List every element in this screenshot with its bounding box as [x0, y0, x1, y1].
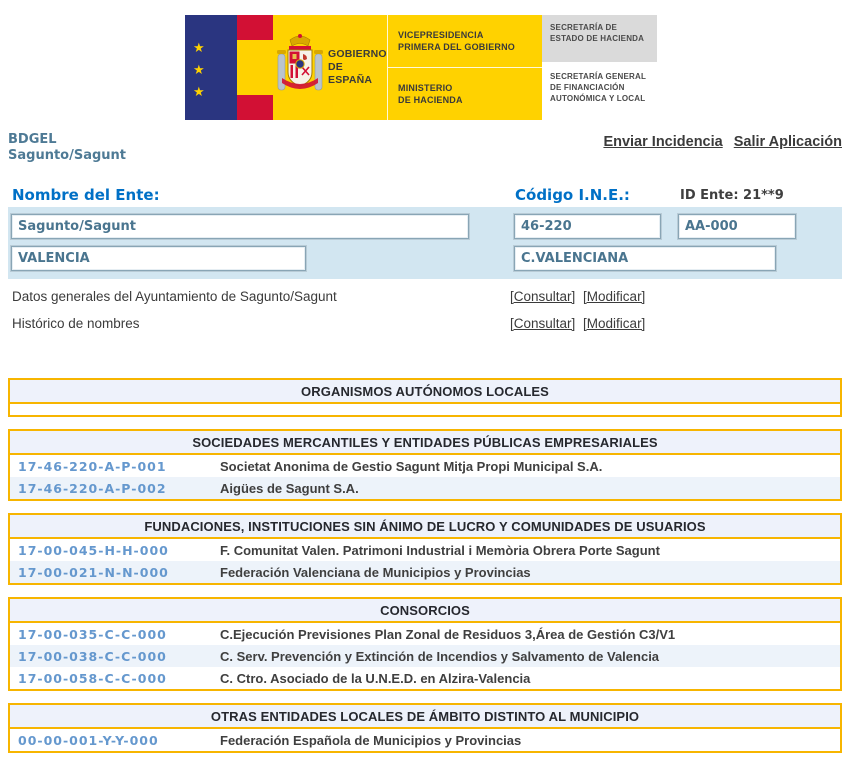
entity-name: Societat Anonima de Gestio Sagunt Mitja Propi Municipal S.A.	[220, 458, 603, 474]
entity-row	[10, 477, 840, 499]
entity-code-link[interactable]: 17-00-021-N-N-000	[18, 564, 169, 580]
breadcrumb-app-link[interactable]: BDGEL	[8, 132, 57, 147]
logo-secretarias-panel	[542, 15, 657, 120]
comunidad-input[interactable]	[514, 246, 776, 271]
datos-generales-label: Datos generales del Ayuntamiento de Sagunto/Sagunt	[12, 289, 337, 304]
entity-row	[10, 667, 840, 689]
entity-row	[10, 645, 840, 667]
codigo-ine-input[interactable]	[514, 214, 661, 239]
entity-code-link[interactable]: 17-00-058-C-C-000	[18, 670, 167, 686]
entity-code-link[interactable]: 17-46-220-A-P-001	[18, 458, 167, 474]
enviar-incidencia-link[interactable]: Enviar Incidencia	[603, 134, 723, 150]
section-table	[8, 513, 842, 585]
gobierno-espana-logo	[185, 15, 660, 120]
action-rows	[8, 286, 842, 340]
section-body	[10, 623, 840, 689]
section-title: OTRAS ENTIDADES LOCALES DE ÁMBITO DISTINTO AL MUNICIPIO	[10, 705, 840, 729]
logo-ministerio-text: MINISTERIO DE HACIENDA	[398, 82, 463, 105]
topbar	[8, 132, 842, 165]
section-body	[10, 729, 840, 751]
entity-code-link[interactable]: 17-46-220-A-P-002	[18, 480, 167, 496]
entity-name: Federación Española de Municipios y Provincias	[220, 732, 522, 748]
id-ente-label: ID Ente: 21**9	[680, 188, 784, 203]
section-title: ORGANISMOS AUTÓNOMOS LOCALES	[10, 380, 840, 404]
datos-generales-row	[8, 286, 842, 313]
logo-gobierno-text: GOBIERNO DE ESPAÑA	[328, 47, 387, 87]
secretaria-estado-text: SECRETARÍA DE ESTADO DE HACIENDA	[542, 15, 657, 62]
entity-row	[10, 539, 840, 561]
consultar-historico-link[interactable]: [Consultar]	[510, 316, 576, 331]
breadcrumb-entity-link[interactable]: Sagunto/Sagunt	[8, 148, 127, 164]
entity-name: C. Ctro. Asociado de la U.N.E.D. en Alzira-Valencia	[220, 670, 531, 686]
codigo-aux-input[interactable]	[678, 214, 796, 239]
empty-section-row	[10, 404, 840, 415]
section-title: CONSORCIOS	[10, 599, 840, 623]
entity-name: C. Serv. Prevención y Extinción de Incendios y Salvamento de Valencia	[220, 648, 660, 664]
consultar-datos-link[interactable]: [Consultar]	[510, 289, 576, 304]
entity-code-link[interactable]: 17-00-035-C-C-000	[18, 626, 167, 642]
entity-code-link[interactable]: 00-00-001-Y-Y-000	[18, 732, 159, 748]
entity-code-link[interactable]: 17-00-045-H-H-000	[18, 542, 169, 558]
modificar-datos-link[interactable]: [Modificar]	[583, 289, 646, 304]
entity-row	[10, 561, 840, 583]
entity-row	[10, 623, 840, 645]
logo-ministerio-panel	[387, 15, 542, 120]
section-body	[10, 455, 840, 499]
section-body	[10, 539, 840, 583]
logo-gobierno-panel	[273, 15, 387, 120]
salir-aplicacion-link[interactable]: Salir Aplicación	[733, 134, 842, 150]
entity-code-link[interactable]: 17-00-038-C-C-000	[18, 648, 167, 664]
section-title: SOCIEDADES MERCANTILES Y ENTIDADES PÚBLICAS EMPRESARIALES	[10, 431, 840, 455]
modificar-historico-link[interactable]: [Modificar]	[583, 316, 646, 331]
entity-name: F. Comunitat Valen. Patrimoni Industrial i Memòria Obrera Porte Sagunt	[220, 542, 660, 558]
codigo-ine-label: Código I.N.E.:	[515, 186, 630, 204]
logo-vicepresidencia-text: VICEPRESIDENCIA PRIMERA DEL GOBIERNO	[388, 15, 542, 68]
section-table	[8, 378, 842, 417]
section-table	[8, 597, 842, 691]
entity-row	[10, 729, 840, 751]
entity-sections	[8, 378, 842, 765]
eu-star-icon: ★	[193, 62, 205, 77]
spain-flag-stripe	[237, 15, 273, 120]
form-label-row	[8, 186, 842, 207]
entity-name: C.Ejecución Previsiones Plan Zonal de Residuos 3,Área de Gestión C3/V1	[220, 626, 676, 642]
top-links	[596, 134, 842, 150]
historico-nombres-row	[8, 313, 842, 340]
entity-name: Aigües de Sagunt S.A.	[220, 480, 359, 496]
section-table	[8, 429, 842, 501]
eu-spain-flag	[185, 15, 273, 120]
section-body	[10, 404, 840, 415]
secretaria-general-text: SECRETARÍA GENERAL DE FINANCIACIÓN AUTONÓMICA Y LOCAL	[542, 62, 657, 105]
eu-star-icon: ★	[193, 84, 205, 99]
provincia-input[interactable]	[11, 246, 306, 271]
entity-form-panel	[8, 207, 842, 279]
eu-star-icon: ★	[193, 40, 205, 55]
nombre-ente-label: Nombre del Ente:	[12, 186, 160, 204]
entity-row	[10, 455, 840, 477]
entity-name: Federación Valenciana de Municipios y Provincias	[220, 564, 531, 580]
section-table	[8, 703, 842, 753]
coat-of-arms-icon	[277, 32, 323, 104]
historico-nombres-label: Histórico de nombres	[12, 316, 140, 331]
nombre-ente-input[interactable]	[11, 214, 469, 239]
section-title: FUNDACIONES, INSTITUCIONES SIN ÁNIMO DE LUCRO Y COMUNIDADES DE USUARIOS	[10, 515, 840, 539]
